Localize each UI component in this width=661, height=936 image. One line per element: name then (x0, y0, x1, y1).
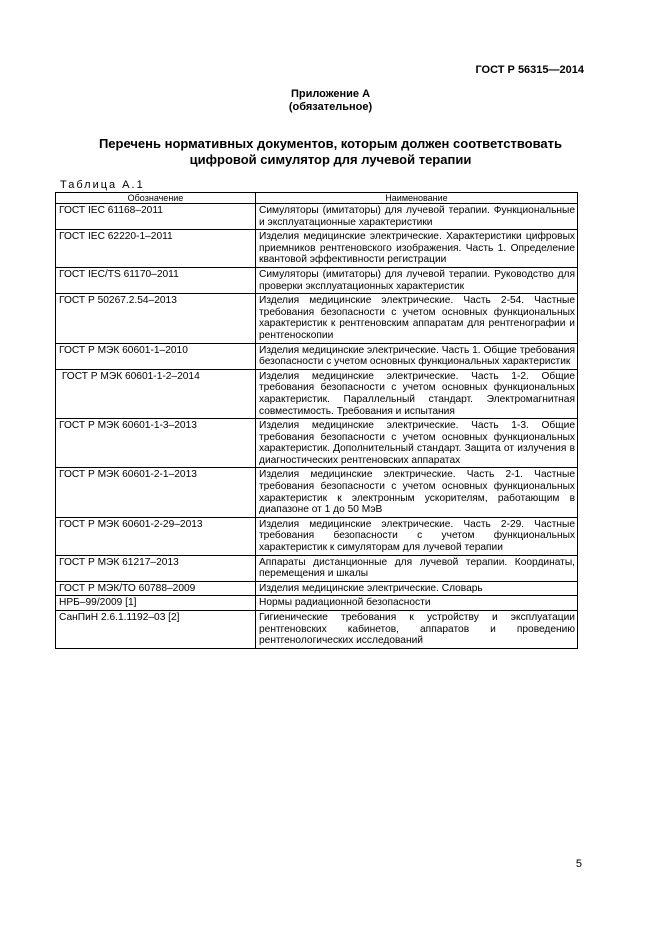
table-caption: Таблица А.1 (60, 179, 145, 191)
designation-cell: СанПиН 2.6.1.1192–03 [2] (56, 611, 256, 649)
appendix-status: (обязательное) (288, 101, 373, 113)
name-cell: Изделия медицинские электрические. Часть 1. Общие требования безопасности с учетом основных функциональных характеристик (256, 343, 578, 369)
normative-documents-table (55, 192, 578, 649)
designation-cell: ГОСТ IEC/TS 61170–2011 (56, 267, 256, 293)
table-row (56, 230, 578, 268)
table-row (56, 611, 578, 649)
designation-cell: ГОСТ IEC 62220-1–2011 (56, 230, 256, 268)
table-row (56, 419, 578, 468)
name-cell: Изделия медицинские электрические. Часть 2-29. Частные требования безопасности с учетом функциональных характеристик к симуляторам для лучевой терапии (256, 517, 578, 555)
table-row (56, 204, 578, 230)
name-cell: Изделия медицинские электрические. Часть 1-3. Общие требования безопасности с учетом основных функциональных характеристик. Дополнительный стандарт. Защита от излучения в диагностических рентгеновских аппаратах (256, 419, 578, 468)
name-cell: Изделия медицинские электрические. Словарь (256, 581, 578, 596)
designation-cell: ГОСТ Р МЭК 60601-1-2–2014 (56, 369, 256, 418)
name-cell: Изделия медицинские электрические. Часть 1-2. Общие требования безопасности с учетом основных функциональных характеристик. Параллельный стандарт. Электромагнитная совместимость. Требования и испытания (256, 369, 578, 418)
designation-cell: ГОСТ Р МЭК 60601-2-29–2013 (56, 517, 256, 555)
designation-cell: ГОСТ Р МЭК 61217–2013 (56, 555, 256, 581)
name-cell: Симуляторы (имитаторы) для лучевой терапии. Руководство для проверки эксплуатационных характеристик (256, 267, 578, 293)
page-title (0, 136, 661, 168)
name-cell: Аппараты дистанционные для лучевой терапии. Координаты, перемещения и шкалы (256, 555, 578, 581)
table-row (56, 581, 578, 596)
appendix-heading (0, 88, 661, 114)
name-cell: Нормы радиационной безопасности (256, 596, 578, 611)
designation-cell: ГОСТ Р МЭК 60601-1–2010 (56, 343, 256, 369)
designation-cell: ГОСТ Р МЭК 60601-1-3–2013 (56, 419, 256, 468)
table-row (56, 596, 578, 611)
name-cell: Изделия медицинские электрические. Часть 2-54. Частные требования безопасности с учетом основных функциональных характеристик к рентгеновским аппаратам для рентгенографии и рентгеноскопии (256, 294, 578, 343)
column-header-name: Наименование (256, 193, 578, 204)
document-code: ГОСТ Р 56315—2014 (475, 64, 584, 76)
name-cell: Изделия медицинские электрические. Характеристики цифровых приемников рентгеновского изображения. Часть 1. Определение квантовой эффективности регистрации (256, 230, 578, 268)
designation-cell: НРБ–99/2009 [1] (56, 596, 256, 611)
table-row (56, 294, 578, 343)
column-header-designation: Обозначение (56, 193, 256, 204)
name-cell: Гигиенические требования к устройству и эксплуатации рентгеновских кабинетов, аппаратов и проведению рентгенологических исследований (256, 611, 578, 649)
page-title-line-2: цифровой симулятор для лучевой терапии (189, 152, 472, 167)
table-row (56, 267, 578, 293)
table-row (56, 517, 578, 555)
table-row (56, 468, 578, 517)
page-number: 5 (575, 858, 582, 870)
designation-cell: ГОСТ Р МЭК 60601-2-1–2013 (56, 468, 256, 517)
table-header-row (56, 193, 578, 204)
designation-cell: ГОСТ IEC 61168–2011 (56, 204, 256, 230)
designation-cell: ГОСТ Р МЭК/ТО 60788–2009 (56, 581, 256, 596)
table-row (56, 369, 578, 418)
page-title-line-1: Перечень нормативных документов, которым должен соответствовать (98, 136, 563, 151)
name-cell: Симуляторы (имитаторы) для лучевой терапии. Функциональные и эксплуатационные характеристики (256, 204, 578, 230)
table-row (56, 555, 578, 581)
appendix-title: Приложение А (290, 88, 371, 100)
designation-cell: ГОСТ Р 50267.2.54–2013 (56, 294, 256, 343)
name-cell: Изделия медицинские электрические. Часть 2-1. Частные требования безопасности с учетом основных функциональных характеристик к электронным ускорителям, работающим в диапазоне от 1 до 50 МэВ (256, 468, 578, 517)
table-row (56, 343, 578, 369)
